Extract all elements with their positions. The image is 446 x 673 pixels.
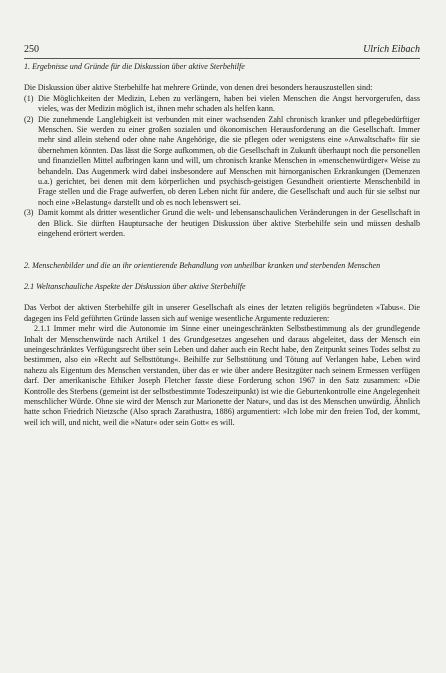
page-number: 250 bbox=[24, 44, 39, 55]
section-2-1-paragraph-2: 2.1.1 Immer mehr wird die Autonomie im Sinne einer uneingeschränkten Selbstbestimmung als der grundlegende Inhalt der Menschenwürde nach Artikel 1 des Grundgesetzes angesehen und daraus abgeleitet, dass der Mensch ein uneingeschränktes Verfügungsrecht über sein Leben und daher auch ein Recht habe, den Zeitpunkt seines Todes selbst zu bestimmen, also ein »Recht auf Selbsttötung«. Beihilfe zur Selbsttötung und Tötung auf Verlangen habe, Leben wird nahezu als Eigentum des Menschen verstanden, über das er wie über andere Besitzgüter nach seinem Ermessen verfügen darf. Der amerikanische Ethiker Joseph Fletcher fasste diese Forderung schon 1967 in den Satz zusammen: »Die Kontrolle des Sterbens (gemeint ist der selbstbestimmte Todeszeitpunkt) ist wie die Geburtenkontrolle eine Angelegenheit menschlicher Würde. Ohne sie wird der Mensch zur Marionette der Natur«, und das ist des Menschen unwürdig. Ähnlich hatte schon Friedrich Nietzsche (Also sprach Zarathustra, 1886) argumentiert: »Ich lobe mir den freien Tod, der kommt, weil ich will, und nicht, weil die »Natur« oder sein Gott« es will. bbox=[24, 324, 420, 427]
list-item-text: Die zunehmende Langlebigkeit ist verbunden mit einer wachsenden Zahl chronisch kranker und pflegebedürftiger Menschen. Sie werden zu einer großen sozialen und ökonomischen Herausforderung an die Gesellschaft. Immer mehr sind allein stehend oder ohne nahe Angehörige, die sie pflegen oder wenigstens eine »Anwaltschaft« für sie übernehmen könnten. Das lässt die Sorge aufkommen, ob die Gesellschaft in Zukunft überhaupt noch die personellen und finanziellen Mittel aufbringen kann und will, um chronisch kranke Menschen in »menschenwürdiger« Weise zu behandeln. Das Augenmerk wird dabei insbesondere auf Menschen mit hirnorganischen Erkrankungen (Demenzen u.a.) gerichtet, bei denen mit dem körperlichen und psychisch-geistigen Gesundheit orientierte Menschenbild in Frage stellen und die Frage aufwerfen, ob deren Leben nicht für andere, die Gesellschaft und auch für sie selbst nur noch eine »Belastung« darstellt und ob es noch lebenswert sei. bbox=[38, 114, 420, 207]
list-item-text: Die Möglichkeiten der Medizin, Leben zu verlängern, haben bei vielen Menschen die Angst hervorgerufen, dass vieles, was der Medizin möglich ist, ihnen mehr schaden als helfen kann. bbox=[38, 93, 420, 114]
section-2-heading: 2. Menschenbilder und die an ihr orientierende Behandlung von unheilbar kranken und sterbenden Menschen bbox=[24, 260, 381, 270]
section-1-intro: Die Diskussion über aktive Sterbehilfe hat mehrere Gründe, von denen drei besonders herauszustellen sind: bbox=[24, 83, 373, 93]
running-head-author: Ulrich Eibach bbox=[363, 44, 420, 55]
list-item bbox=[24, 115, 420, 209]
list-item bbox=[24, 94, 420, 115]
page-header bbox=[24, 44, 420, 59]
list-item-text: Damit kommt als dritter wesentlicher Grund die welt- und lebensanschaulichen Veränderungen in der Gesellschaft in den Blick. Sie dürften Hauptursache der heutigen Diskussion über aktive Sterbehilfe sein und müssen deshalb eingehend erörtert werden. bbox=[38, 208, 420, 239]
list-item-number: (3) bbox=[24, 208, 34, 218]
list-item-number: (1) bbox=[24, 93, 34, 103]
section-1-heading: 1. Ergebnisse und Gründe für die Diskussion über aktive Sterbehilfe bbox=[24, 62, 245, 71]
page-body bbox=[24, 62, 420, 428]
section-2-1-paragraph-1: Das Verbot der aktiven Sterbehilfe gilt in unserer Gesellschaft als eines der letzten religiös begründeten »Tabus«. Die dagegen ins Feld geführten Gründe lassen sich auf wenige wesentliche Argumente reduzieren: bbox=[24, 303, 420, 323]
section-2-1-heading: 2.1 Weltanschauliche Aspekte der Diskussion über aktive Sterbehilfe bbox=[24, 281, 246, 291]
list-item bbox=[24, 208, 420, 239]
list-item-number: (2) bbox=[24, 114, 34, 124]
